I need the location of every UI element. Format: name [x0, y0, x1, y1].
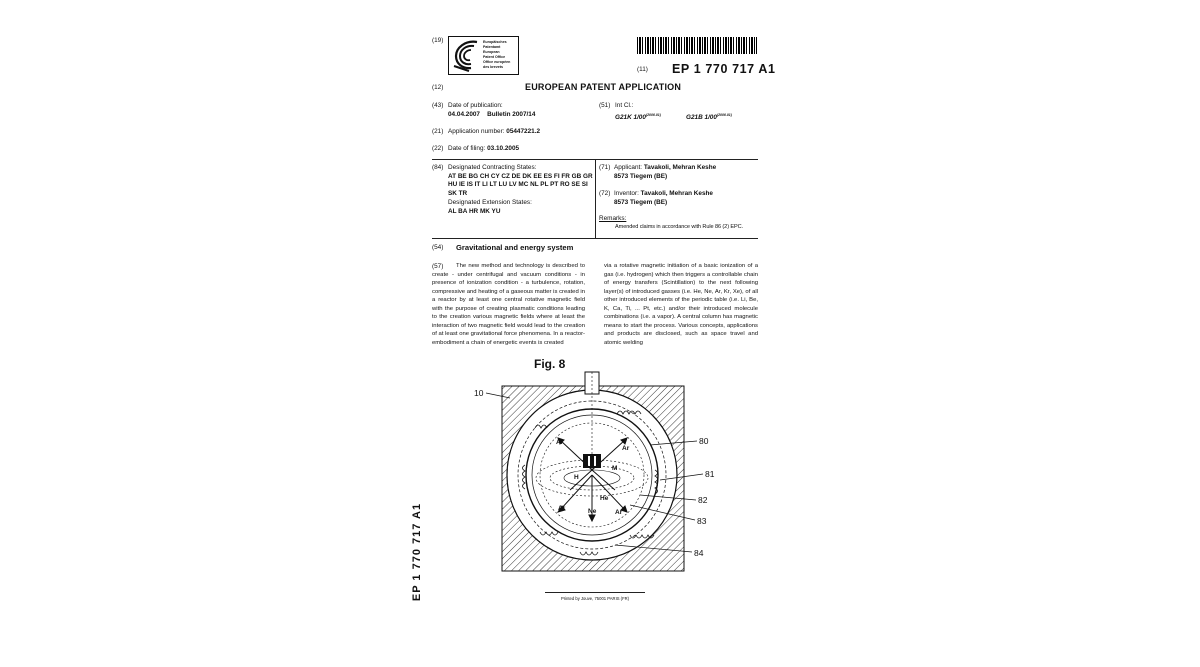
logo-text-line: Patent Office	[483, 54, 506, 59]
figure-caption: Fig. 8	[534, 357, 566, 371]
inventor-name: Tavakoli, Mehran Keshe	[640, 190, 713, 197]
reactor-housing	[502, 386, 684, 571]
inid-code-72: (72)	[599, 190, 611, 197]
inventor-address: 8573 Tiegem (BE)	[614, 198, 668, 206]
remarks-label: Remarks:	[599, 215, 627, 222]
application-number-label: Application number:	[448, 128, 505, 135]
logo-text-line: Patentamt	[483, 44, 501, 49]
reference-numeral-83: 83	[697, 516, 707, 526]
applicant	[614, 164, 716, 173]
applicant-label: Applicant:	[614, 164, 643, 171]
gas-label-argon: Ar	[615, 509, 623, 516]
publication-date-label: Date of publication:	[448, 102, 503, 109]
int-cl-1-code: G21K 1/00	[615, 114, 646, 122]
filing-date	[448, 145, 519, 154]
inid-code-19: (19)	[432, 37, 444, 44]
int-cl-2-version: (2006.01)	[716, 113, 732, 117]
document-type-heading: EUROPEAN PATENT APPLICATION	[525, 82, 682, 92]
inid-code-71: (71)	[599, 164, 611, 171]
barcode	[637, 37, 757, 54]
logo-text-line: Europäisches	[483, 40, 507, 44]
logo-text-line: European	[483, 49, 500, 54]
inid-code-57: (57)	[432, 263, 444, 270]
inventor	[614, 190, 713, 199]
inid-code-22: (22)	[432, 145, 444, 152]
int-cl-label: Int Cl.:	[615, 102, 634, 109]
gas-label-m: M	[612, 465, 618, 472]
designated-states-line: HU IE IS IT LI LT LU LV MC NL PL PT RO SE SI	[448, 181, 588, 188]
gas-label-argon: Ar	[622, 445, 630, 452]
central-core	[583, 454, 601, 468]
divider-vertical	[595, 159, 596, 238]
abstract-left-column: The new method and technology is described to create - under centrifugal and vacuum conditions - in presence of ionization condition - a turbulence, rotation, compressive and heating of a gaseous matter is created in a reactor by at least one central rotative magnetic field with the purpose of creating plasmatic conditions leading to the creation various magnetic fields where at least the interaction of two magnetic field would lead to the creation of at least one gravitational force phenomena. In a reactor-embodiment a chain of energetic events is created	[432, 263, 585, 346]
int-cl-1	[615, 111, 661, 123]
figure-8-drawing	[470, 370, 720, 575]
inid-code-54: (54)	[432, 244, 444, 251]
designated-states-line: AT BE BG CH CY CZ DE DK EE ES FI FR GB GR	[448, 172, 593, 180]
reference-numeral-81: 81	[705, 469, 715, 479]
publication-number: EP 1 770 717 A1	[672, 62, 776, 76]
inid-code-12: (12)	[432, 84, 444, 91]
divider-bottom	[432, 238, 758, 239]
extension-states-label: Designated Extension States:	[448, 199, 532, 206]
int-cl-2	[686, 111, 732, 123]
publication-date-value: 04.04.2007 Bulletin 2007/14	[448, 111, 536, 118]
gas-label-helium: He	[600, 495, 609, 502]
application-number-value: 05447221.2	[506, 128, 541, 135]
extension-states-value: AL BA HR MK YU	[448, 207, 501, 215]
footer-divider	[545, 592, 645, 593]
invention-title: Gravitational and energy system	[456, 243, 574, 252]
reference-numeral-80: 80	[699, 436, 709, 446]
inid-code-11: (11)	[637, 66, 648, 73]
int-cl-2-code: G21B 1/00	[686, 114, 717, 122]
applicant-name: Tavakoli, Mehran Keshe	[643, 164, 717, 171]
filing-date-value: 03.10.2005	[487, 145, 520, 152]
printer-note: Printed by Jouve, 75001 PARIS (FR)	[560, 596, 630, 601]
logo-text-line: Office européen	[483, 59, 511, 64]
inventor-label: Inventor:	[614, 190, 639, 197]
applicant-address: 8573 Tiegem (BE)	[614, 172, 668, 180]
designated-states-line: SK TR	[448, 189, 468, 197]
int-cl-1-version: (2006.01)	[645, 113, 661, 117]
inid-code-84: (84)	[432, 164, 444, 171]
gas-label-neon: Ne	[588, 508, 597, 515]
gas-label-argon: Ar	[556, 439, 564, 446]
reference-numeral-10: 10	[474, 388, 484, 398]
gas-label-hydrogen: H	[574, 474, 579, 481]
gas-label-argon: Ar	[558, 505, 566, 512]
reference-numeral-82: 82	[698, 495, 708, 505]
logo-text-line: des brevets	[483, 64, 503, 69]
remarks-text: Amended claims in accordance with Rule 86 (2) EPC.	[615, 224, 744, 230]
inid-code-21: (21)	[432, 128, 444, 135]
designated-states-label: Designated Contracting States:	[448, 164, 537, 171]
epo-logo	[448, 36, 519, 75]
side-publication-number: EP 1 770 717 A1	[411, 502, 423, 602]
inid-code-43: (43)	[432, 102, 444, 109]
application-number	[448, 128, 540, 137]
abstract-right-column: via a rotative magnetic initiation of a basic ionization of a gas (i.e. hydrogen) which then triggers a controllable chain of energy transfers (Scintillation) to the next following layer(s) of introduced gasses (i.e. He, Ne, Ar, Kr, Xe), of all other introduced elements of the periodic table (i.e. Li, Be, K, Ca, Ti, ... Pt, etc.) and/or their introduced molecule combinations (i.e. a vapor). A central column has magnetic means to start the process. Various concepts, applications and products are disclosed, such as space travel and atomic welding	[604, 263, 758, 346]
inid-code-51: (51)	[599, 102, 611, 109]
epo-emblem-icon	[451, 38, 481, 72]
reference-numeral-84: 84	[694, 548, 704, 558]
filing-date-label: Date of filing:	[448, 145, 486, 152]
